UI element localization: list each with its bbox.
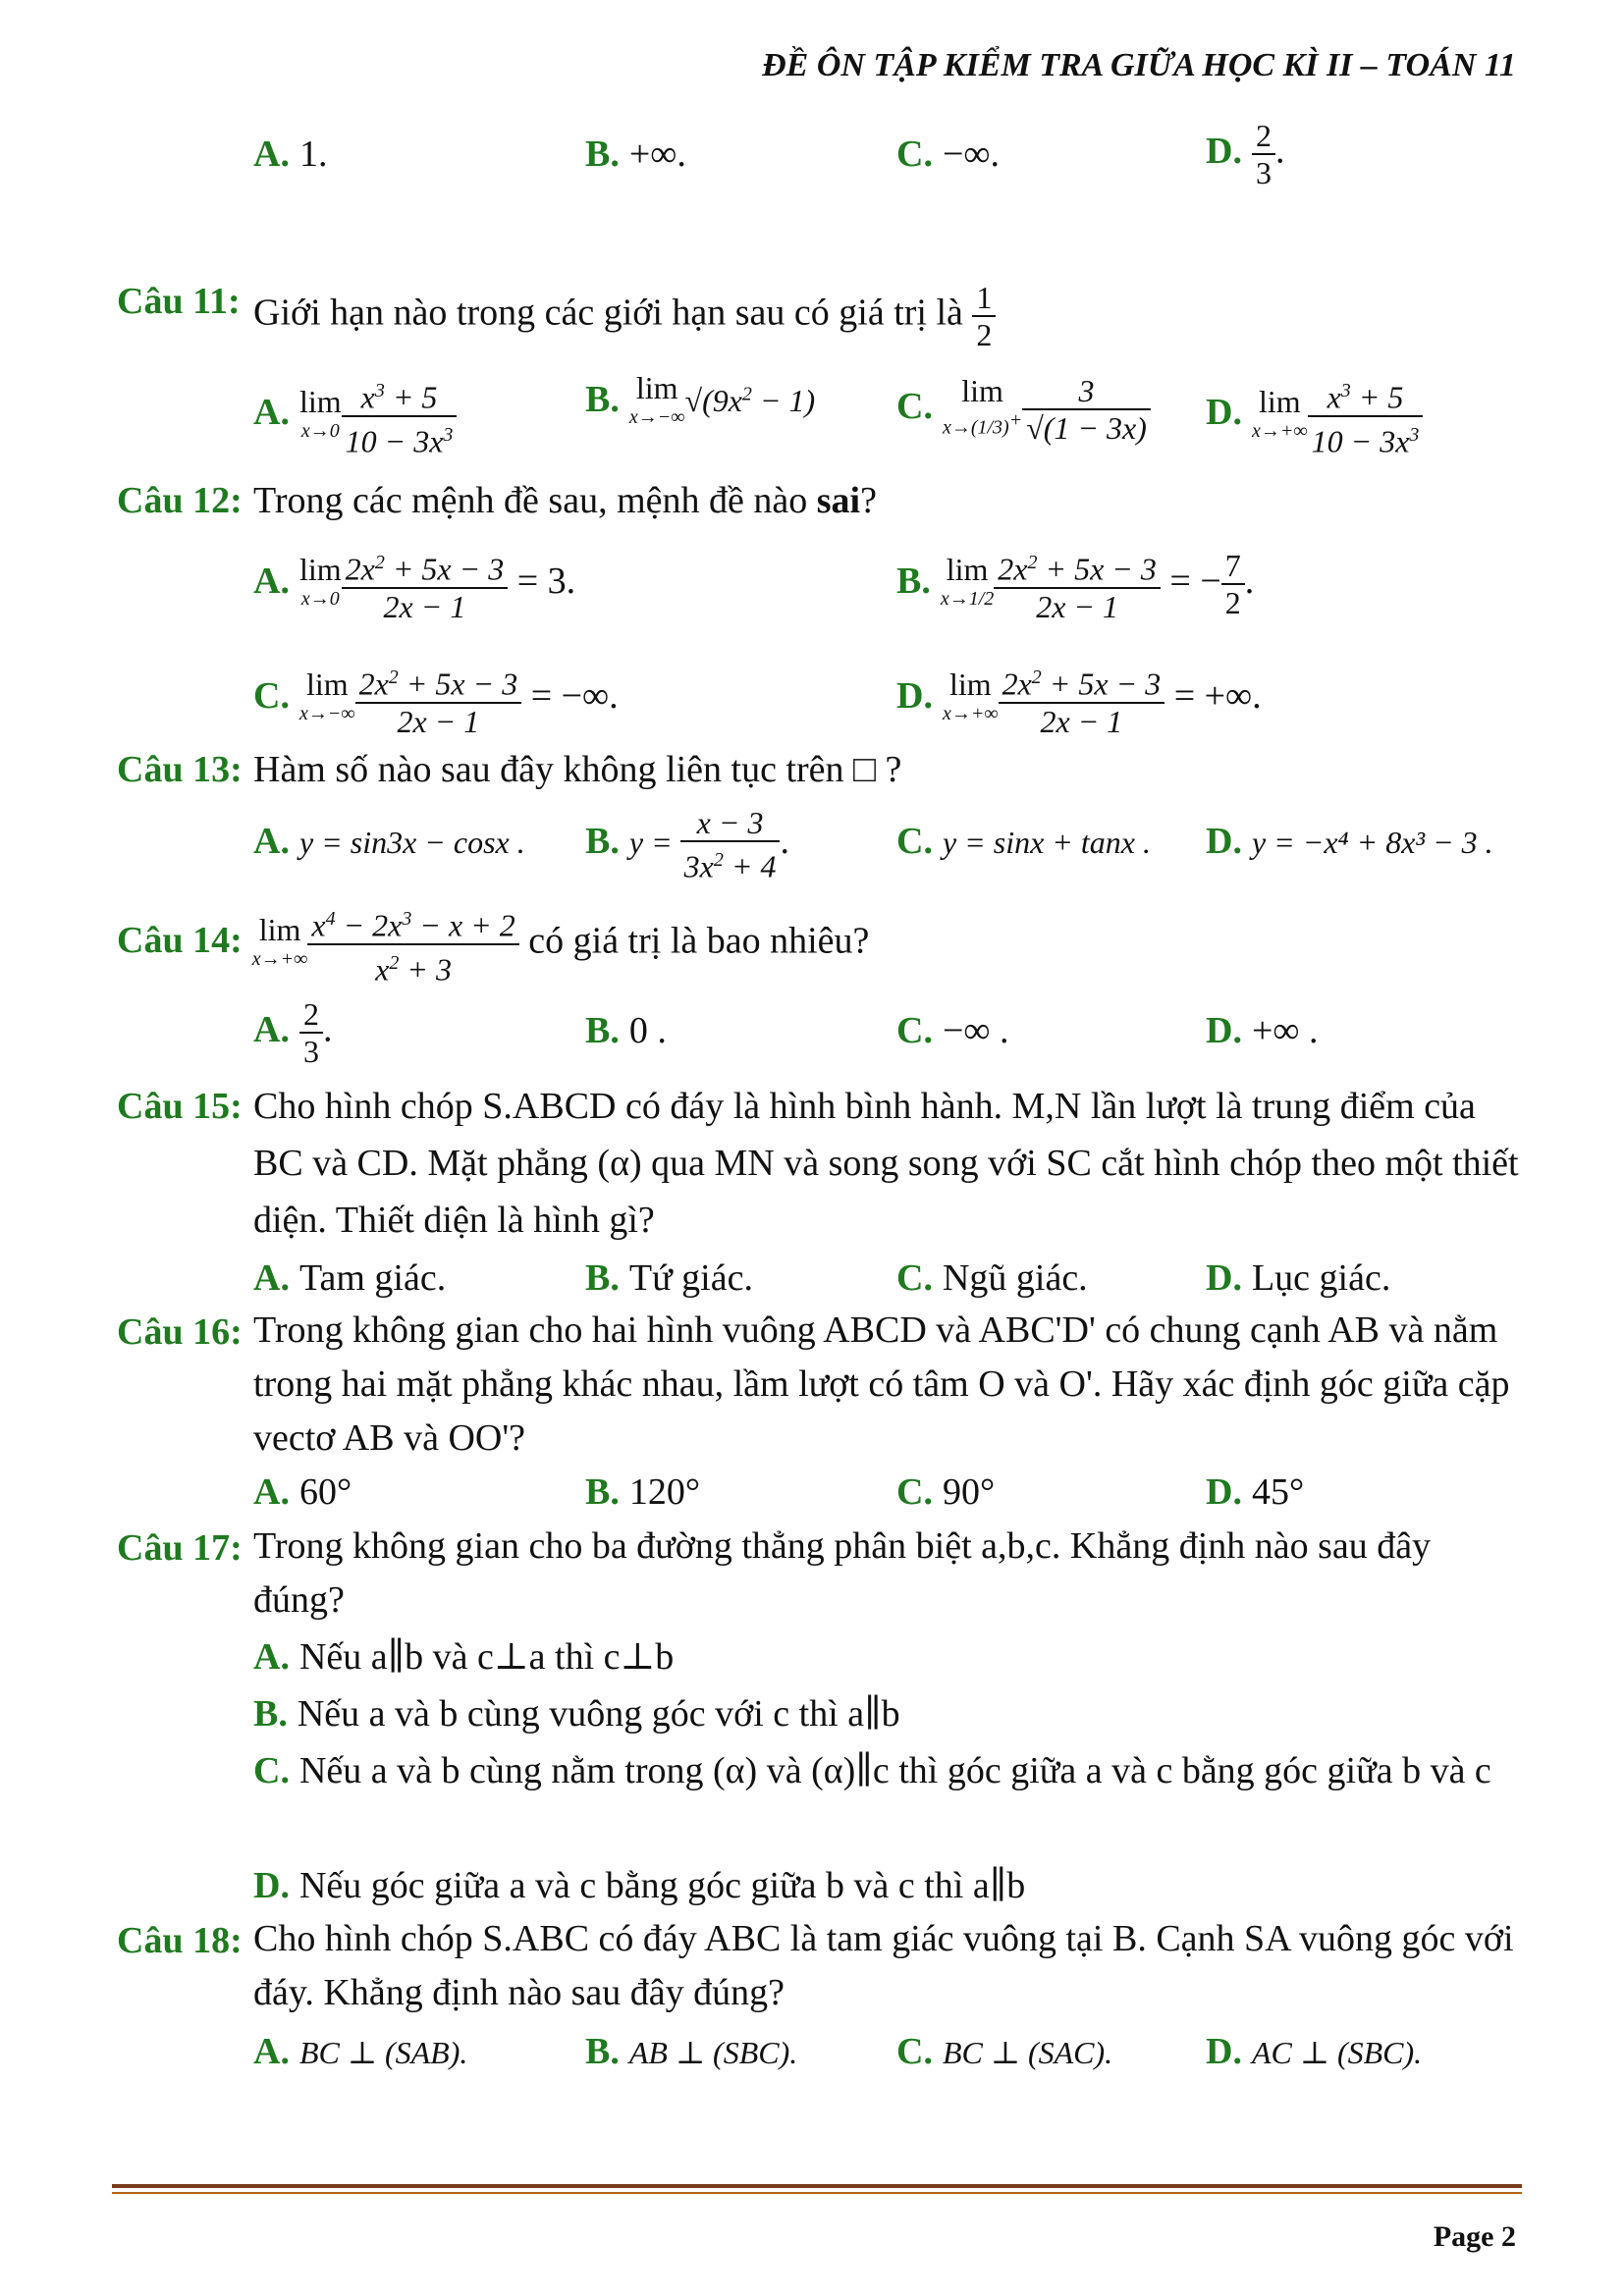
- q15-text: Cho hình chóp S.ABCD có đáy là hình bình hành. M,N lần lượt là trung điểm của BC và CD. Mặt phẳng (α) qua MN và song song với SC cắt hình chóp theo một thiết diện. Thiết diện là hình gì?: [253, 1086, 1519, 1241]
- q18-option-d: D. AC ⊥ (SBC).: [1206, 2031, 1423, 2072]
- q11-option-a: A. lim x→0 $\frac{x^3 + 5}{10 - 3x^3}$: [253, 373, 457, 458]
- q17-option-a: A. Nếu a∥b và c⊥a thì c⊥b: [253, 1636, 675, 1678]
- q12-option-d: D. lim x→+∞ $\frac{2x^2 + 5x - 3}{2x - 1}$ = +∞.: [896, 660, 1262, 739]
- q11-text: Giới hạn nào trong các giới hạn sau có giá trị là $\frac{1}{2}$: [253, 280, 996, 352]
- q11-option-b: B. lim x→−∞ $√(9x^2 - 1)$: [585, 370, 816, 428]
- page-header: ĐỀ ÔN TẬP KIỂM TRA GIỮA HỌC KÌ II – TOÁN 11: [762, 47, 1516, 83]
- q15-option-a: A. Tam giác.: [253, 1257, 447, 1299]
- q18-option-b: B. AB ⊥ (SBC).: [585, 2031, 798, 2072]
- q14-option-d: D. +∞ .: [1206, 1010, 1319, 1051]
- footer-rule-thin: [112, 2192, 1522, 2194]
- q12-option-a: A. lim x→0 $\frac{2x^2 + 5x - 3}{2x - 1}$ = 3.: [253, 545, 575, 624]
- q11-option-d: D. lim x→+∞ $\frac{x^3 + 5}{10 - 3x^3}$: [1206, 373, 1423, 458]
- q10-option-c: C. −∞.: [896, 133, 1000, 175]
- q13-option-d: D. y = −x⁴ + 8x³ − 3 .: [1206, 821, 1493, 862]
- q12-text: Trong các mệnh đề sau, mệnh đề nào sai?: [253, 480, 877, 521]
- q15-option-b: B. Tứ giác.: [585, 1257, 753, 1299]
- q16-label: Câu 16:: [117, 1311, 243, 1353]
- footer-rule-thick: [112, 2184, 1522, 2188]
- q14-line: Câu 14: lim x→+∞ $\frac{x^4 - 2x^3 - x + 2}{x^2 + 3}$ có giá trị là bao nhiêu?: [117, 901, 869, 987]
- q14-option-b: B. 0 .: [585, 1010, 667, 1051]
- q17-option-c: C. Nếu a và b cùng nằm trong (α) và (α)∥c thì góc giữa a và c bằng góc giữa b và c: [253, 1750, 1491, 1791]
- page-number: Page 2: [1433, 2220, 1516, 2253]
- q12-option-b: B. lim x→1/2 $\frac{2x^2 + 5x - 3}{2x - 1}$ = − $\frac{7}{2}$ .: [896, 545, 1254, 624]
- q11-option-c: C. lim x→(1/3)+ $\frac{3}{√(1 - 3x)}$: [896, 373, 1151, 446]
- q14-option-a: A. $\frac{2}{3}$ .: [253, 996, 333, 1069]
- q17-option-b: B. Nếu a và b cùng vuông góc với c thì a∥b: [253, 1693, 900, 1735]
- q12-option-c: C. lim x→−∞ $\frac{2x^2 + 5x - 3}{2x - 1}$ = −∞.: [253, 660, 619, 739]
- q15-label: Câu 15:: [117, 1086, 243, 1127]
- q13-option-c: C. y = sinx + tanx .: [896, 821, 1151, 862]
- q10-option-b: B. +∞.: [585, 133, 686, 175]
- q16-text: Trong không gian cho hai hình vuông ABCD và ABC'D' có chung cạnh AB và nằm trong hai mặt phẳng khác nhau, lầm lượt có tâm O và O'. Hãy xác định góc giữa cặp vectơ AB và OO'?: [253, 1309, 1510, 1459]
- q13-label: Câu 13:: [117, 749, 243, 790]
- q13-option-a: A. y = sin3x − cosx .: [253, 821, 525, 862]
- q13-option-b: B. y = $\frac{x - 3}{3x^2 + 4}$ .: [585, 805, 789, 884]
- q17-label: Câu 17:: [117, 1527, 243, 1569]
- q16-option-b: B. 120°: [585, 1471, 701, 1513]
- q10-option-a: A. 1.: [253, 133, 328, 175]
- q14-option-c: C. −∞ .: [896, 1010, 1009, 1051]
- q11-label: Câu 11:: [117, 281, 241, 322]
- q16-option-d: D. 45°: [1206, 1471, 1305, 1513]
- q17-text: Trong không gian cho ba đường thẳng phân biệt a,b,c. Khẳng định nào sau đây đúng?: [253, 1525, 1432, 1621]
- q17-option-d: D. Nếu góc giữa a và c bằng góc giữa b và c thì a∥b: [253, 1865, 1026, 1906]
- q15-option-d: D. Lục giác.: [1206, 1257, 1391, 1299]
- q16-option-c: C. 90°: [896, 1471, 996, 1513]
- q12-label: Câu 12:: [117, 480, 243, 521]
- q18-label: Câu 18:: [117, 1920, 243, 1961]
- q15-option-c: C. Ngũ giác.: [896, 1257, 1088, 1299]
- q18-option-a: A. BC ⊥ (SAB).: [253, 2031, 468, 2072]
- q16-option-a: A. 60°: [253, 1471, 352, 1513]
- q13-text: Hàm số nào sau đây không liên tục trên □ ?: [253, 749, 902, 790]
- q18-option-c: C. BC ⊥ (SAC).: [896, 2031, 1113, 2072]
- q10-option-d: D. $\frac{2}{3}$ .: [1206, 118, 1285, 190]
- q18-text: Cho hình chóp S.ABC có đáy ABC là tam giác vuông tại B. Cạnh SA vuông góc với đáy. Khẳng định nào sau đây đúng?: [253, 1918, 1514, 2013]
